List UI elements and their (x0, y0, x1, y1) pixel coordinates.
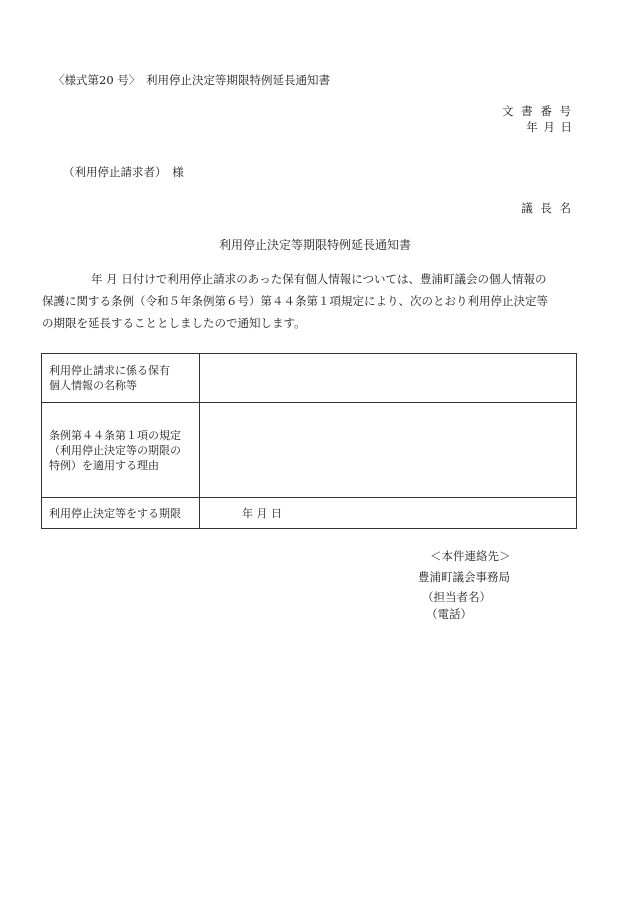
row1-value (200, 354, 577, 403)
table-row (42, 498, 577, 529)
row1-label-line1: 利用停止請求に係る保有 (49, 364, 170, 377)
row1-label (42, 354, 200, 403)
contact-heading: ＜本件連絡先＞ (430, 549, 511, 563)
row3-value: 年 月 日 (200, 498, 577, 529)
row1-label-line2: 個人情報の名称等 (49, 379, 137, 392)
row2-label-line1: 条例第４４条第１項の規定 (49, 428, 181, 442)
body-paragraph (42, 268, 582, 334)
document-title: 利用停止決定等期限特例延長通知書 (218, 238, 411, 252)
sender-line: 議 長 名 (521, 201, 573, 215)
contact-phone: （電話） (426, 607, 472, 621)
form-header-label: 〈様式第20 号〉 利用停止決定等期限特例延長通知書 (53, 73, 331, 87)
contact-office: 豊浦町議会事務局 (418, 570, 510, 584)
row2-label-line3: 特例）を適用する理由 (49, 458, 159, 472)
document-date-label: 年 月 日 (526, 120, 573, 134)
body-line-2: 保護に関する条例（令和５年条例第６号）第４４条第１項規定により、次のとおり利用停止決定等 (42, 294, 548, 308)
table-row (42, 403, 577, 498)
document-number-label: 文 書 番 号 (502, 104, 573, 118)
contact-person: （担当者名） (422, 590, 491, 604)
row3-label: 利用停止決定等をする期限 (42, 498, 200, 529)
table-row (42, 354, 577, 403)
body-line-3: の期限を延長することとしましたので通知します。 (42, 316, 306, 330)
row2-value (200, 403, 577, 498)
body-line-1: 年 月 日付けで利用停止請求のあった保有個人情報については、豊浦町議会の個人情報の (91, 272, 547, 286)
row2-label (42, 403, 200, 498)
recipient-line: （利用停止請求者） 様 (63, 165, 184, 179)
info-table (41, 353, 577, 529)
row2-label-line2: （利用停止決定等の期限の (49, 443, 181, 457)
